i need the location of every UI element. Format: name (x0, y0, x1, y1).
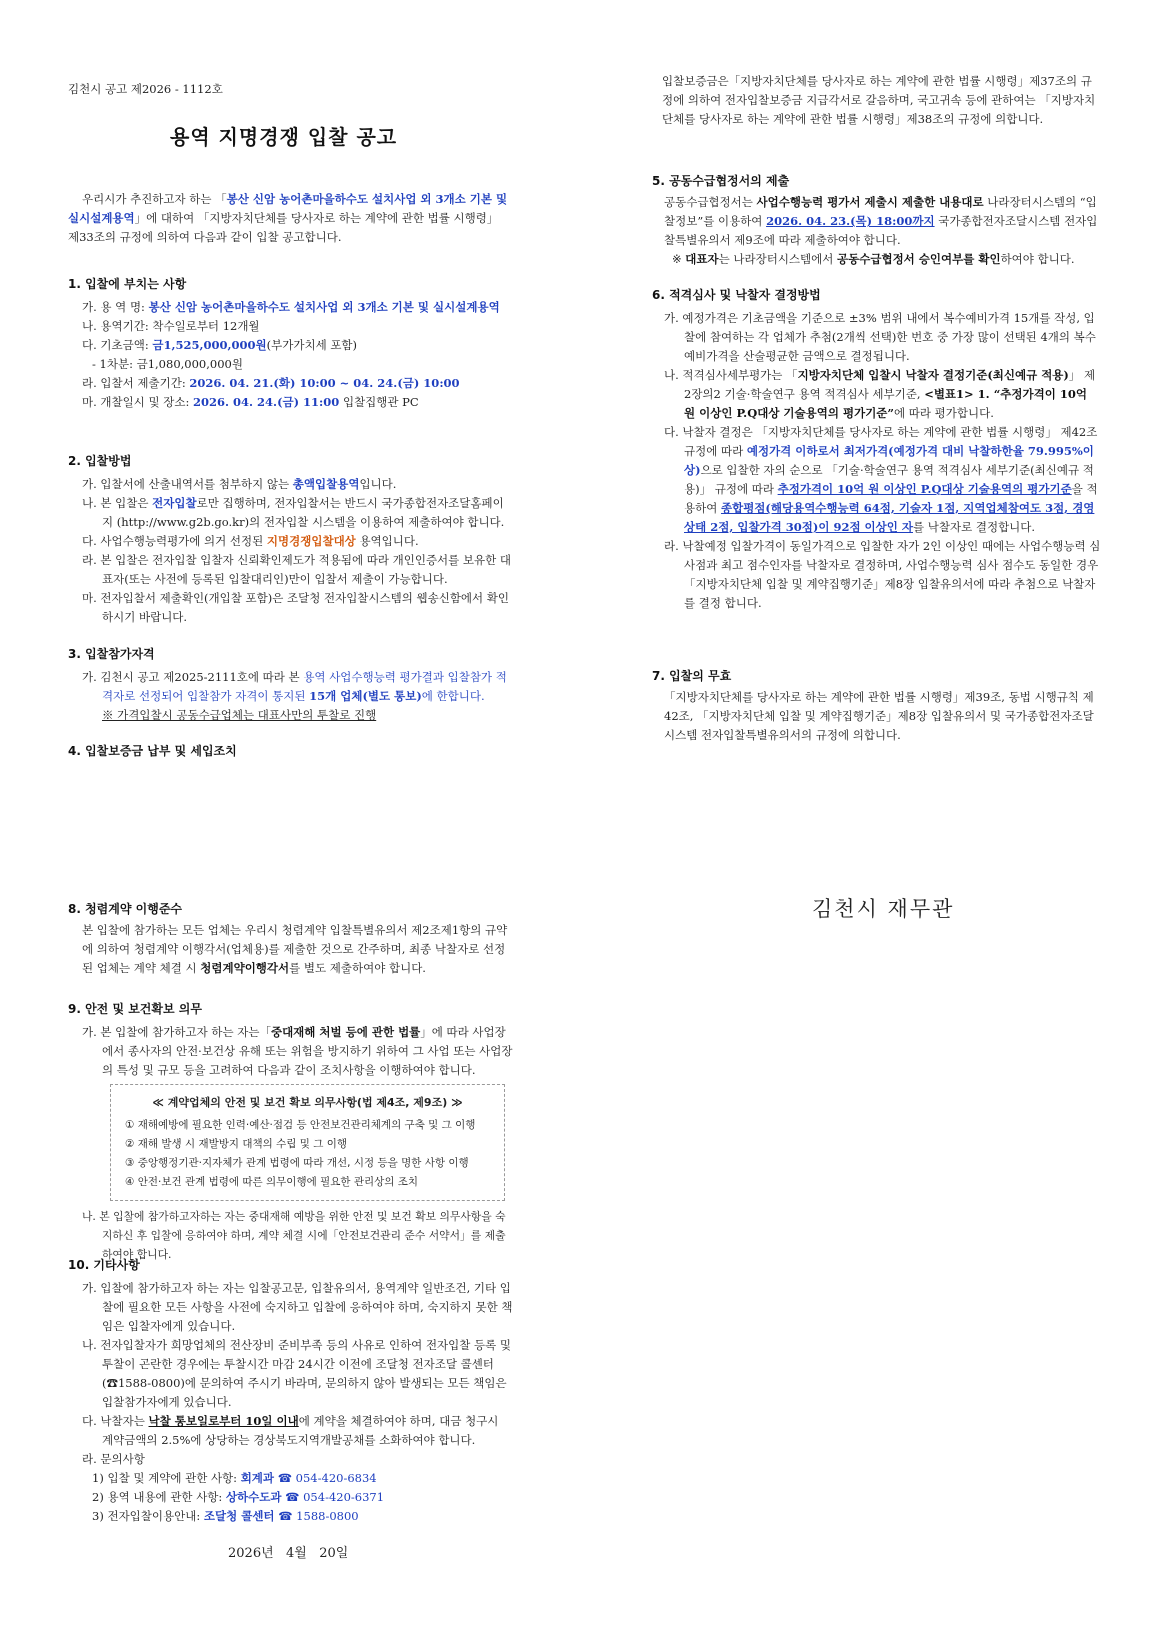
s10-item-ra: 라. 문의사항 (82, 1452, 145, 1466)
signature: 김천시 재무관 (812, 897, 955, 921)
section-2-heading: 2. 입찰방법 (68, 454, 132, 468)
section-5 (652, 172, 1102, 269)
notice-number: 김천시 공고 제2026 - 1112호 (68, 82, 223, 96)
contact-item: 3) 전자입찰이용안내: 조달청 콜센터 ☎ 1588-0800 (92, 1509, 359, 1523)
intro-paragraph: 우리시가 추진하고자 하는 「봉산 신암 농어촌마을하수도 설치사업 외 3개소 기본 및 실시설계용역」에 대하여 「지방자치단체를 당사자로 하는 계약에 관한 법률 시행령」 제33조의 규정에 의하여 다음과 같이 입찰 공고합니다. (68, 192, 508, 244)
section-10-heading: 10. 기타사항 (68, 1258, 140, 1272)
section-7-heading: 7. 입찰의 무효 (652, 669, 732, 683)
s5-note: ※ 대표자는 나라장터시스템에서 공동수급협정서 승인여부를 확인하여야 합니다. (672, 252, 1075, 266)
section-3-heading: 3. 입찰참가자격 (68, 647, 155, 661)
safety-item: ④ 안전·보건 관계 법령에 따른 의무이행에 필요한 관리상의 조치 (125, 1176, 419, 1188)
s9-item-na: 나. 본 입찰에 참가하고자하는 자는 중대재해 예방을 위한 안전 및 보건 확보 의무사항을 숙지하신 후 입찰에 응하여야 하며, 계약 체결 시에「안전보건관리 준수 서약서」를 제출하여야 합니다. (82, 1210, 506, 1261)
section-4-heading: 4. 입찰보증금 납부 및 세입조치 (68, 744, 237, 758)
s7-paragraph: 「지방자치단체를 당사자로 하는 계약에 관한 법률 시행령」제39조, 동법 시행규칙 제42조, 「지방자치단체 입찰 및 계약집행기준」제8장 입찰유의서 및 국가종합전자조달시스템 전자입찰특별유의서의 규정에 의합니다. (664, 690, 1094, 742)
s2-item-ma: 마. 전자입찰서 제출확인(개입찰 포함)은 조달청 전자입찰시스템의 웹송신함에서 확인하시기 바랍니다. (82, 591, 510, 624)
section-9-heading: 9. 안전 및 보건확보 의무 (68, 1002, 202, 1016)
s1-item-da-sub: - 1차분: 금1,080,000,000원 (92, 357, 243, 371)
s6-item-na: 나. 적격심사세부평가는 「지방자치단체 입찰시 낙찰자 결정기준(최신예규 적용)」 제2장의2 기술·학술연구 용역 적격심사 세부기준, <별표1> 1. “추정가격이 10억 원 이상인 P.Q대상 기술용역의 평가기준”에 따라 평가합니다. (664, 368, 1096, 420)
section-1 (68, 275, 513, 412)
s10-item-na: 나. 전자입찰자가 희망업체의 전산장비 준비부족 등의 사유로 인하여 전자입찰 등록 및 투찰이 곤란한 경우에는 투찰시간 마감 24시간 이전에 조달청 전자조달 콜센터 (☎1588-0800)에 문의하여 주시기 바라며, 문의하지 않아 발생되는 모든 책임은 입찰참가자에게 있습니다. (82, 1338, 512, 1409)
section-9 (68, 1000, 513, 1264)
section-8-heading: 8. 청렴계약 이행준수 (68, 902, 183, 916)
section-4-continued: 입찰보증금은「지방자치단체를 당사자로 하는 계약에 관한 법률 시행령」제37조의 규정에 의하여 전자입찰보증금 지급각서로 갈음하며, 국고귀속 등에 관하여는 「지방자치단체를 당사자로 하는 계약에 관한 법률 시행령」제38조의 규정에 의합니다. (662, 74, 1096, 126)
safety-item: ① 재해예방에 필요한 인력·예산·점검 등 안전보건관리체계의 구축 및 그 이행 (125, 1119, 476, 1131)
contact-item: 2) 용역 내용에 관한 사항: 상하수도과 ☎ 054-420-6371 (92, 1490, 385, 1504)
section-6 (652, 286, 1102, 613)
s1-item-na: 나. 용역기간: 착수일로부터 12개월 (82, 319, 260, 333)
s3-item-ga: 가. 김천시 공고 제2025-2111호에 따라 본 용역 사업수행능력 평가결과 입찰참가 적격자로 선정되어 입찰참가 자격이 통지된 15개 업체(별도 통보)에 한합니다. (82, 670, 507, 703)
safety-item: ② 재해 발생 시 재발방지 대책의 수립 및 그 이행 (125, 1138, 348, 1150)
s2-item-na: 나. 본 입찰은 전자입찰로만 집행하며, 전자입찰서는 반드시 국가종합전자조달홈페이지 (http://www.g2b.go.kr)의 전자입찰 시스템을 이용하여 제출하여야 합니다. (82, 496, 505, 529)
s6-item-da: 다. 낙찰자 결정은 「지방자치단체를 당사자로 하는 계약에 관한 법률 시행령」 제42조 규정에 따라 예정가격 이하로서 최저가격(예정가격 대비 낙찰하한율 79.995%이상)으로 입찰한 자의 순으로 「기술·학술연구 용역 적격심사 세부기준(최신예규 적용)」 규정에 따라 추정가격이 10억 원 이상인 P.Q대상 기술용역의 평가기준을 적용하여 종합평점(해당용역수행능력 64점, 기술자 1점, 지역업체참여도 3점, 경영상태 2점, 입찰가격 30점)이 92점 이상인 자를 낙찰자로 결정합니다. (664, 425, 1098, 534)
section-7 (652, 667, 1102, 745)
contact-item: 1) 입찰 및 계약에 관한 사항: 회계과 ☎ 054-420-6834 (92, 1471, 377, 1485)
s9-item-ga: 가. 본 입찰에 참가하고자 하는 자는「중대재해 처벌 등에 관한 법률」에 따라 사업장에서 종사자의 안전·보건상 유해 또는 위험을 방지하기 위하여 그 사업 또는 사업장의 특성 및 규모 등을 고려하여 다음과 같이 조치사항을 이행하여야 합니다. (82, 1025, 513, 1077)
section-10 (68, 1256, 513, 1526)
safety-item: ③ 중앙행정기관·지자체가 관계 법령에 따라 개선, 시정 등을 명한 사항 이행 (125, 1157, 469, 1169)
s6-item-ga: 가. 예정가격은 기초금액을 기준으로 ±3% 범위 내에서 복수예비가격 15개를 작성, 입찰에 참여하는 각 업체가 추첨(2개씩 선택)한 번호 중 가장 많이 선택된 4개의 복수예비가격을 산술평균한 금액으로 결정됩니다. (664, 311, 1096, 363)
section-1-heading: 1. 입찰에 부치는 사항 (68, 277, 187, 291)
section-3 (68, 645, 513, 725)
page-title: 용역 지명경쟁 입찰 공고 (170, 125, 398, 149)
issue-date: 2026년 4월 20일 (228, 1546, 349, 1561)
s1-item-ma: 마. 개찰일시 및 장소: 2026. 04. 24.(금) 11:00 입찰집행관 PC (82, 395, 419, 409)
s10-item-da: 다. 낙찰자는 낙찰 통보일로부터 10일 이내에 계약을 체결하여야 하며, 대금 청구시 계약금액의 2.5%에 상당하는 경상북도지역개발공채를 소화하여야 합니다. (82, 1414, 499, 1447)
s8-paragraph: 본 입찰에 참가하는 모든 업체는 우리시 청렴계약 입찰특별유의서 제2조제1항의 규약에 의하여 청렴계약 이행각서(업체용)를 제출한 것으로 간주하며, 최종 낙찰자로 선정된 업체는 계약 체결 시 청렴계약이행각서를 별도 제출하여야 합니다. (82, 923, 508, 975)
safety-box-title: ≪ 계약업체의 안전 및 보건 확보 의무사항(법 제4조, 제9조) ≫ (152, 1096, 463, 1109)
section-5-heading: 5. 공동수급협정서의 제출 (652, 174, 790, 188)
safety-obligations-box (110, 1084, 505, 1201)
s3-note: ※ 가격입찰시 공동수급업체는 대표사만의 투찰로 진행 (102, 708, 377, 722)
s2-item-da: 다. 사업수행능력평가에 의거 선정된 지명경쟁입찰대상 용역입니다. (82, 534, 419, 548)
s1-item-ra: 라. 입찰서 제출기간: 2026. 04. 21.(화) 10:00 ~ 04. 24.(금) 10:00 (82, 376, 460, 390)
section-2 (68, 452, 513, 627)
s1-item-da: 다. 기초금액: 금1,525,000,000원(부가가치세 포함) (82, 338, 358, 352)
s1-item-ga: 가. 용 역 명: 봉산 신암 농어촌마을하수도 설치사업 외 3개소 기본 및 실시설계용역 (82, 300, 500, 314)
section-8 (68, 900, 513, 978)
s2-item-ga: 가. 입찰서에 산출내역서를 첨부하지 않는 총액입찰용역입니다. (82, 477, 397, 491)
s5-paragraph: 공동수급협정서는 사업수행능력 평가서 제출시 제출한 내용대로 나라장터시스템의 “입찰정보”를 이용하여 2026. 04. 23.(목) 18:00까지 국가종합전자조달시스템 전자입찰특별유의서 제9조에 따라 제출하여야 합니다. (664, 195, 1098, 247)
s2-item-ra: 라. 본 입찰은 전자입찰 입찰자 신뢰확인제도가 적용됨에 따라 개인인증서를 보유한 대표자(또는 사전에 등록된 입찰대리인)만이 입찰서 제출이 가능합니다. (82, 553, 512, 586)
s10-item-ga: 가. 입찰에 참가하고자 하는 자는 입찰공고문, 입찰유의서, 용역계약 일반조건, 기타 입찰에 필요한 모든 사항을 사전에 숙지하고 입찰에 응하여야 하며, 숙지하지 못한 책임은 입찰자에게 있습니다. (82, 1281, 513, 1333)
section-6-heading: 6. 적격심사 및 낙찰자 결정방법 (652, 288, 821, 302)
s6-item-ra: 라. 낙찰예정 입찰가격이 동일가격으로 입찰한 자가 2인 이상인 때에는 사업수행능력 심사점과 최고 점수인자를 낙찰자로 결정하며, 사업수행능력 심사 점수도 동일한 경우「지방자치단체 입찰 및 계약집행기준」제8장 입찰유의서에 따라 추첨으로 낙찰자를 결정 합니다. (664, 539, 1101, 610)
